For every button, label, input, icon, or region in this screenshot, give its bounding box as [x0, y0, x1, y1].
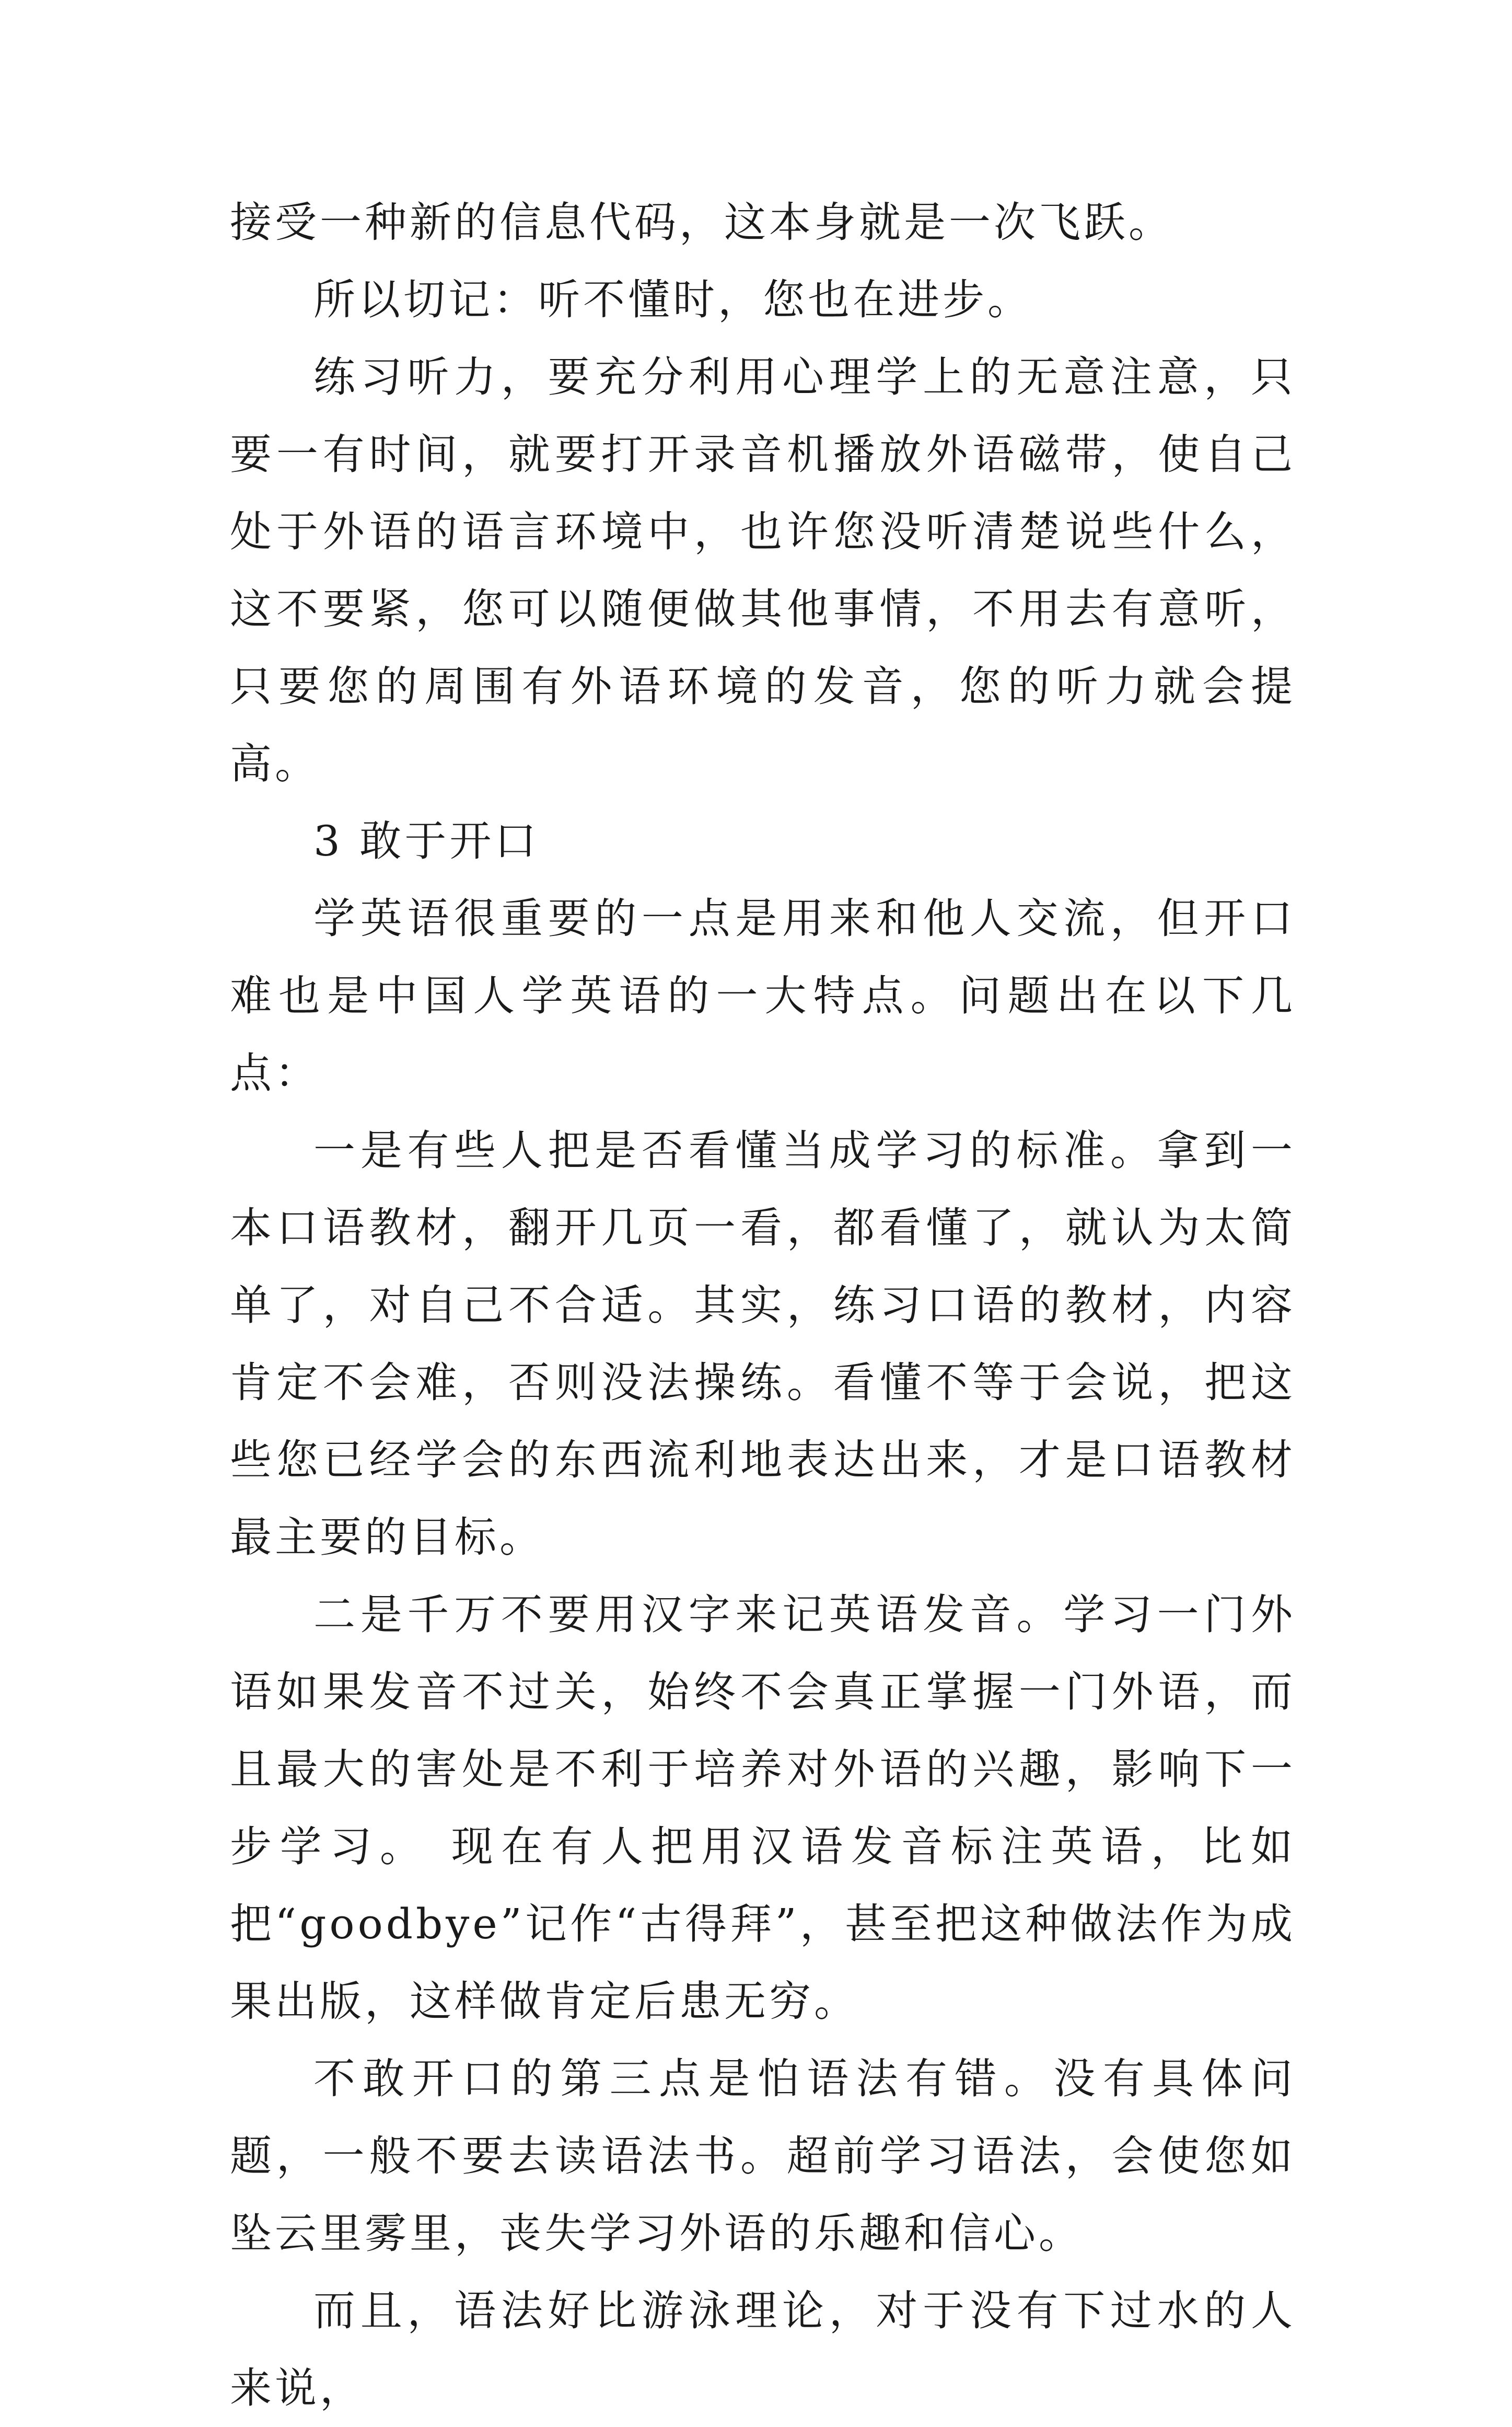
- paragraph-listening-practice: 练习听力，要充分利用心理学上的无意注意，只要一有时间，就要打开录音机播放外语磁带，使自己处于外语的语言环境中，也许您没听清楚说些什么，这不要紧，您可以随便做其他事情，不用去有意听，只要您的周围有外语环境的发音，您的听力就会提高。: [230, 353, 1296, 788]
- paragraph-continuation: 接受一种新的信息代码，这本身就是一次飞跃。: [230, 198, 1173, 247]
- paragraph-point-three: 不敢开口的第三点是怕语法有错。没有具体问题，一般不要去读语法书。超前学习语法，会使您如坠云里雾里，丧失学习外语的乐趣和信心。: [230, 2054, 1296, 2258]
- document-body: [230, 184, 1296, 2427]
- paragraph-point-one: 一是有些人把是否看懂当成学习的标准。拿到一本口语教材，翻开几页一看，都看懂了，就认为太简单了，对自己不合适。其实，练习口语的教材，内容肯定不会难，否则没法操练。看懂不等于会说，把这些您已经学会的东西流利地表达出来，才是口语教材最主要的目标。: [230, 1126, 1296, 1562]
- paragraph-point-two: 二是千万不要用汉字来记英语发音。学习一门外语如果发音不过关，始终不会真正掌握一门外语，而且最大的害处是不利于培养对外语的兴趣，影响下一步学习。 现在有人把用汉语发音标注英语，比如把“goodbye”记作“古得拜”，甚至把这种做法作为成果出版，这样做肯定后患无穷。: [230, 1590, 1296, 2026]
- paragraph-grammar-swimming: 而且，语法好比游泳理论，对于没有下过水的人来说，: [230, 2286, 1296, 2412]
- section-heading-speak-up: 3 敢于开口: [313, 817, 540, 865]
- paragraph-communication: 学英语很重要的一点是用来和他人交流，但开口难也是中国人学英语的一大特点。问题出在以下几点：: [230, 894, 1296, 1097]
- paragraph-listening-progress: 所以切记：听不懂时，您也在进步。: [313, 275, 1032, 324]
